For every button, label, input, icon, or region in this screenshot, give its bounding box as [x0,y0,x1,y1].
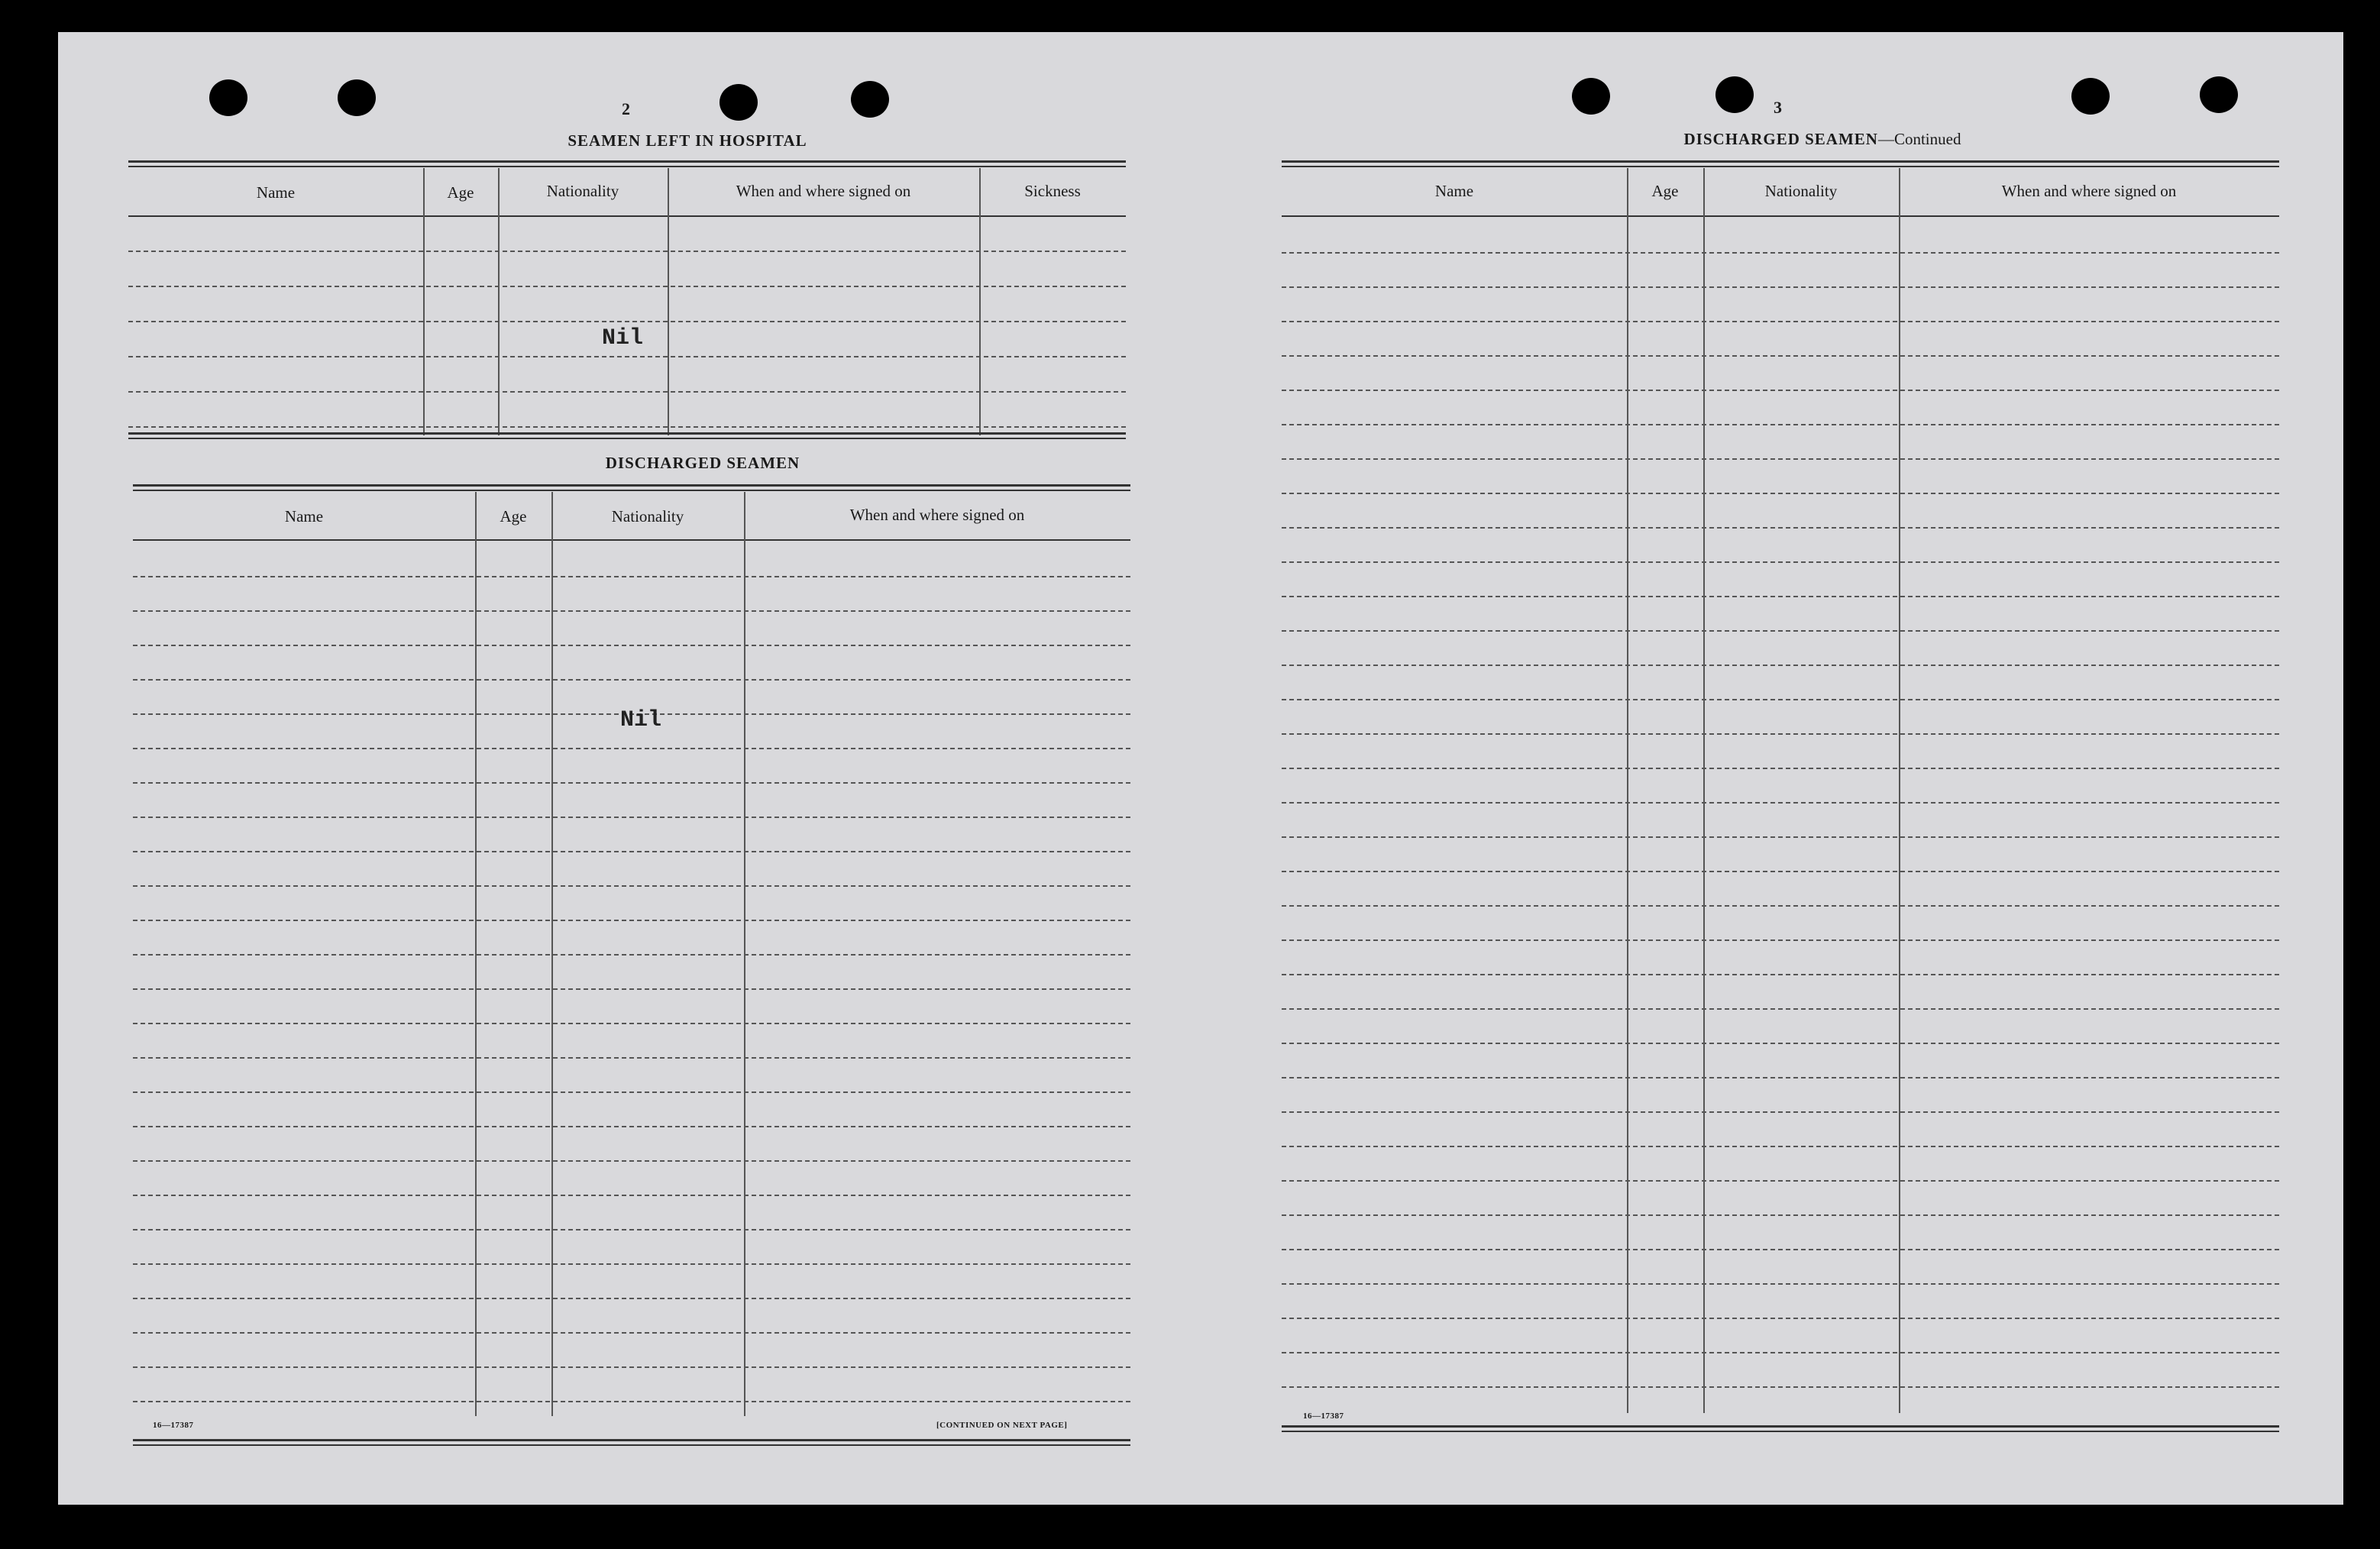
table-row [133,988,1130,990]
hospital-entry-nil: Nil [602,325,644,351]
column-header-sickness: Sickness [1024,182,1081,200]
page-number: 2 [622,99,630,118]
table-row [1282,733,2279,735]
table-row [1282,596,2279,597]
table-row [1282,665,2279,666]
table-row [1282,355,2279,357]
binder-hole [1572,78,1610,115]
column-header-name: Name [1434,182,1474,200]
form-number: 16—17387 [1303,1412,1344,1421]
table-row [128,251,1126,252]
table-row [1282,1043,2279,1044]
table-row [133,1298,1130,1299]
table-row [1282,1386,2279,1388]
table-row [1282,1318,2279,1319]
table-row [133,610,1130,612]
table-row [133,1126,1130,1127]
column-header-age: Age [447,183,474,202]
table-row [1282,252,2279,254]
table-row [1282,699,2279,700]
binder-hole [338,79,376,116]
table-row [1282,1008,2279,1010]
table-row [133,782,1130,784]
column-header-name: Name [284,507,324,525]
column-header-name: Name [256,183,296,202]
column-header-age: Age [500,507,527,525]
table-row [133,679,1130,681]
table-row [133,954,1130,956]
table-row [1282,1180,2279,1182]
table-row [1282,527,2279,529]
table-row [133,1366,1130,1368]
table-row [1282,458,2279,460]
table-row [133,1160,1130,1162]
table-row [128,286,1126,287]
title-suffix: —Continued [1877,130,1961,148]
binder-hole [719,84,758,121]
table-row [128,391,1126,393]
form-number: 16—17387 [153,1421,194,1430]
table-row [1282,1111,2279,1113]
table-row [133,851,1130,852]
table-row [133,1229,1130,1230]
table-row [1282,836,2279,838]
column-header-signed-on: When and where signed on [2001,182,2177,200]
table-row [1282,802,2279,804]
table-row [1282,1146,2279,1147]
column-header-signed-on: When and where signed on [849,506,1025,524]
table-row [133,645,1130,646]
column-header-nationality: Nationality [1764,182,1838,200]
binder-hole [2200,76,2238,113]
hospital-section-title: SEAMEN LEFT IN HOSPITAL [568,131,807,150]
table-row [1282,321,2279,322]
binder-hole [1715,76,1754,113]
table-row [1282,424,2279,425]
table-row [1282,561,2279,563]
table-row [128,426,1126,428]
discharged-continued-table [1282,160,2279,1444]
table-row [1282,630,2279,632]
table-row [133,1195,1130,1196]
table-row [133,885,1130,887]
document-sheet [58,32,2343,1505]
table-row [133,576,1130,577]
title-main: DISCHARGED SEAMEN [1683,130,1878,148]
column-header-nationality: Nationality [546,182,619,200]
binder-hole [2071,78,2110,115]
discharged-continued-title [1555,130,2090,149]
table-row [133,920,1130,921]
table-row [1282,905,2279,907]
table-row [1282,1249,2279,1250]
table-row [133,1401,1130,1402]
table-row [1282,286,2279,288]
table-row [128,356,1126,357]
page-number: 3 [1774,98,1782,117]
discharged-table [133,484,1130,1453]
table-row [1282,768,2279,769]
binder-hole [209,79,247,116]
column-header-age: Age [1651,182,1679,200]
table-row [1282,1352,2279,1353]
table-row [133,817,1130,818]
table-row [133,1263,1130,1265]
table-row [133,1057,1130,1059]
table-row [1282,939,2279,941]
table-row [1282,1283,2279,1285]
discharged-entry-nil: Nil [620,707,662,733]
table-row [128,321,1126,322]
table-row [1282,493,2279,494]
column-header-signed-on: When and where signed on [736,182,911,200]
binder-hole [851,81,889,118]
table-row [133,1023,1130,1024]
table-row [133,748,1130,749]
table-row [1282,974,2279,975]
column-header-nationality: Nationality [611,507,684,525]
continued-note: [CONTINUED ON NEXT PAGE] [936,1421,1068,1430]
table-row [1282,390,2279,391]
table-row [1282,1077,2279,1078]
hospital-table [128,160,1126,466]
table-row [133,1091,1130,1093]
table-row [133,1332,1130,1334]
table-row [1282,1214,2279,1216]
discharged-section-title: DISCHARGED SEAMEN [605,454,800,472]
table-row [1282,871,2279,872]
